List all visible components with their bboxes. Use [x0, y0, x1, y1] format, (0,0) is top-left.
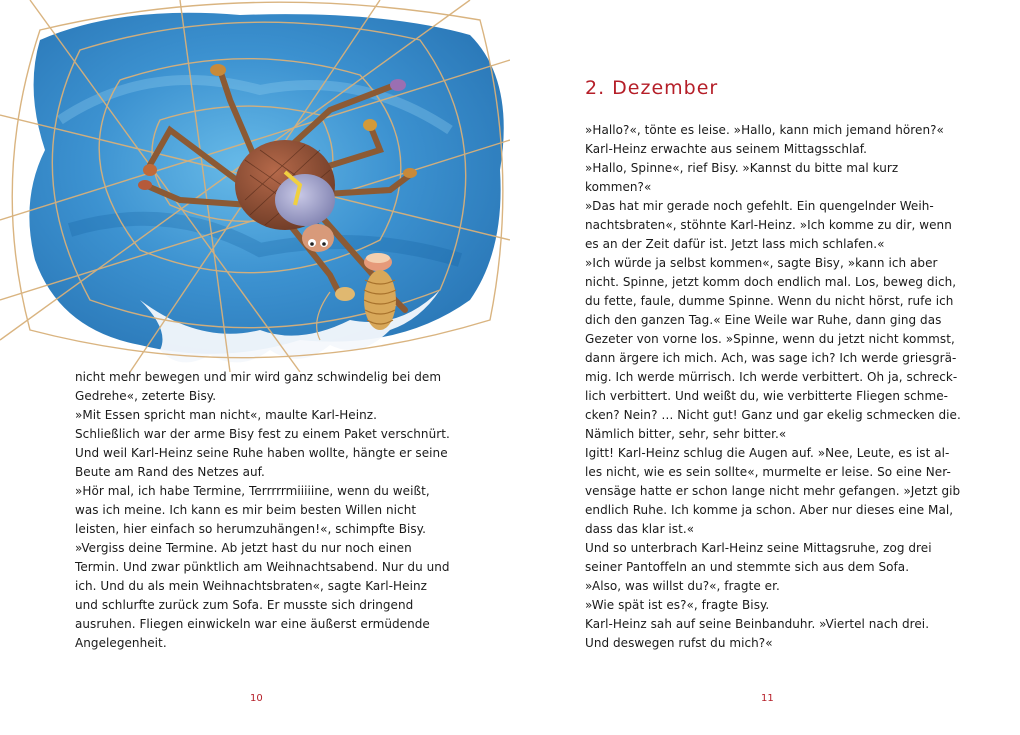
text-line: und schlurfte zurück zum Sofa. Er musste sich dringend — [75, 598, 414, 612]
text-line: Angelegenheit. — [75, 636, 167, 650]
spider-head — [302, 224, 334, 252]
text-line: es an der Zeit dafür ist. Jetzt lass mich schlafen.« — [585, 237, 885, 251]
text-line: mig. Ich werde mürrisch. Ich werde verbittert. Oh ja, schreck- — [585, 370, 958, 384]
right-page — [510, 0, 1020, 735]
text-line: nicht mehr bewegen und mir wird ganz schwindelig bei dem — [75, 370, 442, 384]
text-line: dich den ganzen Tag.« Eine Weile war Ruhe, dann ging das — [585, 313, 942, 327]
text-line: Igitt! Karl-Heinz schlug die Augen auf. »Nee, Leute, es ist al- — [585, 446, 950, 460]
text-line: du fette, faule, dumme Spinne. Wenn du nicht hörst, rufe ich — [585, 294, 954, 308]
text-line: »Ich würde ja selbst kommen«, sagte Bisy, »kann ich aber — [585, 256, 938, 270]
text-line: les nicht, wie es sein sollte«, murmelte er leise. So eine Ner- — [585, 465, 951, 479]
text-line: Karl-Heinz erwachte aus seinem Mittagsschlaf. — [585, 142, 868, 156]
text-line: Und weil Karl-Heinz seine Ruhe haben wollte, hängte er seine — [75, 446, 448, 460]
text-line: was ich meine. Ich kann es mir beim besten Willen nicht — [75, 503, 417, 517]
spider-web-illustration — [0, 0, 510, 372]
text-line: Nämlich bitter, sehr, sehr bitter.« — [585, 427, 787, 441]
right-page-body-text — [585, 121, 961, 653]
text-line: lich verbittert. Und weißt du, wie verbitterte Fliegen schme- — [585, 389, 949, 403]
text-line: endlich Ruhe. Ich komme ja schon. Aber nur dieses eine Mal, — [585, 503, 954, 517]
spider-belly — [275, 174, 335, 226]
text-line: Termin. Und zwar pünktlich am Weihnachtsabend. Nur du und — [75, 560, 450, 574]
text-line: »Wie spät ist es?«, fragte Bisy. — [585, 598, 770, 612]
page-number-right: 11 — [761, 693, 774, 704]
text-line: Beute am Rand des Netzes auf. — [75, 465, 265, 479]
chapter-title: 2. Dezember — [585, 77, 719, 99]
text-line: Und so unterbrach Karl-Heinz seine Mittagsruhe, zog drei — [585, 541, 932, 555]
spider-illustration-svg — [0, 0, 510, 372]
text-line: nicht. Spinne, jetzt komm doch endlich mal. Los, beweg dich, — [585, 275, 957, 289]
text-line: nachtsbraten«, stöhnte Karl-Heinz. »Ich komme zu dir, wenn — [585, 218, 952, 232]
text-line: »Hallo?«, tönte es leise. »Hallo, kann mich jemand hören?« — [585, 123, 944, 137]
page-number-left: 10 — [250, 693, 263, 704]
text-line: cken? Nein? … Nicht gut! Ganz und gar ekelig schmecken die. — [585, 408, 961, 422]
text-line: Und deswegen rufst du mich?« — [585, 636, 773, 650]
text-line: »Mit Essen spricht man nicht«, maulte Karl-Heinz. — [75, 408, 377, 422]
text-line: ich. Und du als mein Weihnachtsbraten«, sagte Karl-Heinz — [75, 579, 427, 593]
text-line: seiner Pantoffeln an und stemmte sich aus dem Sofa. — [585, 560, 910, 574]
text-line: dann ärgere ich mich. Ach, was sage ich? Ich werde griesgrä- — [585, 351, 957, 365]
text-line: vensäge hatte er schon lange nicht mehr gefangen. »Jetzt gib — [585, 484, 961, 498]
text-line: Schließlich war der arme Bisy fest zu einem Paket verschnürt. — [75, 427, 450, 441]
left-page-body-text — [75, 368, 450, 653]
text-line: Karl-Heinz sah auf seine Beinbanduhr. »Viertel nach drei. — [585, 617, 930, 631]
text-line: »Vergiss deine Termine. Ab jetzt hast du nur noch einen — [75, 541, 412, 555]
text-line: »Also, was willst du?«, fragte er. — [585, 579, 780, 593]
text-line: ausruhen. Fliegen einwickeln war eine äußerst ermüdende — [75, 617, 430, 631]
text-line: dass das klar ist.« — [585, 522, 695, 536]
text-line: »Hallo, Spinne«, rief Bisy. »Kannst du bitte mal kurz — [585, 161, 899, 175]
text-line: leisten, hier einfach so herumzuhängen!«, schimpfte Bisy. — [75, 522, 426, 536]
text-line: »Hör mal, ich habe Termine, Terrrrrmiiiiine, wenn du weißt, — [75, 484, 430, 498]
text-line: Gezeter von vorne los. »Spinne, wenn du jetzt nicht kommst, — [585, 332, 955, 346]
text-line: Gedrehe«, zeterte Bisy. — [75, 389, 217, 403]
text-line: kommen?« — [585, 180, 652, 194]
text-line: »Das hat mir gerade noch gefehlt. Ein quengelnder Weih- — [585, 199, 934, 213]
